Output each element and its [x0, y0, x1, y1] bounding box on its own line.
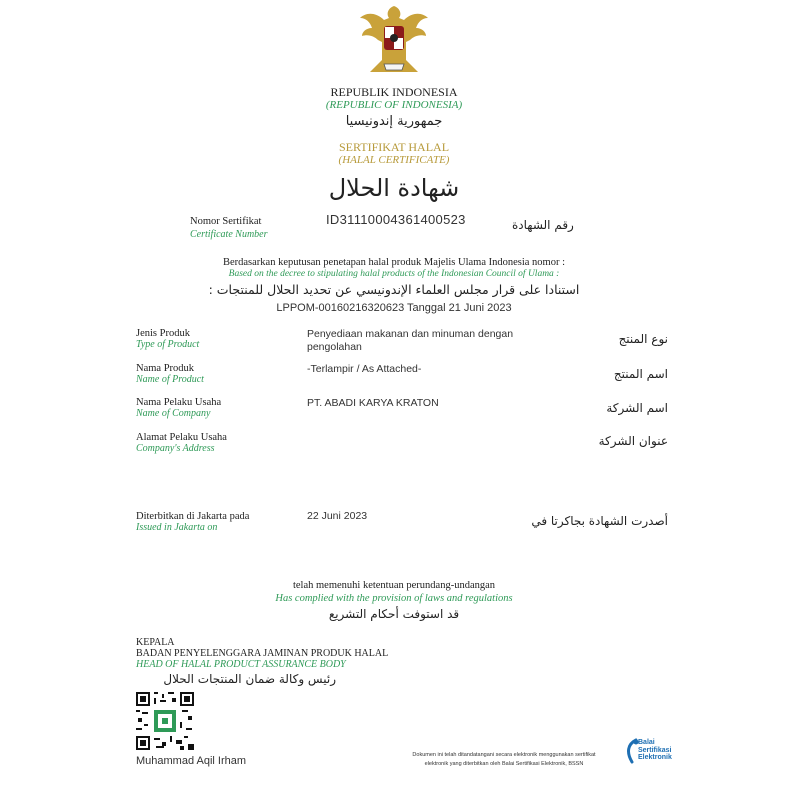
issued-label: Diterbitkan di Jakarta pada Issued in Jakarta on: [136, 511, 250, 533]
issued-label-ar: أصدرت الشهادة بجاكرتا في: [531, 514, 668, 528]
signatory-title-en: HEAD OF HALAL PRODUCT ASSURANCE BODY: [136, 659, 346, 670]
product-name-label-ar: اسم المنتج: [613, 367, 668, 381]
bsre-logo: [624, 736, 684, 768]
qr-code: [136, 692, 194, 750]
cert-title-en: (HALAL CERTIFICATE): [338, 154, 450, 166]
esign-note: Dokumen ini telah ditandatangani secara elektronik menggunakan sertifikat elektronik yang diterbitkan oleh Balai Sertifikasi Elektronik, BSSN: [412, 752, 596, 767]
signatory-name: Muhammad Aqil Irham: [136, 755, 247, 767]
country-title: REPUBLIK INDONESIA: [330, 85, 458, 99]
product-type-label: Jenis Produk Type of Product: [136, 328, 200, 350]
compliance-text-en: Has complied with the provision of laws and regulations: [275, 593, 513, 604]
cert-number-value: ID31110004361400523: [326, 212, 466, 227]
garuda-emblem: [358, 2, 430, 74]
cert-number-label: Nomor Sertifikat: [190, 216, 262, 227]
signatory-title2: BADAN PENYELENGGARA JAMINAN PRODUK HALAL: [136, 648, 389, 659]
product-type-label-ar: نوع المنتج: [618, 332, 668, 346]
issued-date-value: 22 Juni 2023: [307, 510, 368, 522]
decree-number: LPPOM-00160216320623 Tanggal 21 Juni 2023: [276, 302, 512, 314]
cert-title-ar: شهادة الحلال: [328, 174, 460, 202]
cert-number-label-en: Certificate Number: [190, 229, 268, 240]
company-name-value: PT. ABADI KARYA KRATON: [307, 397, 439, 409]
country-title-en: (REPUBLIC OF INDONESIA): [325, 99, 463, 111]
signatory-title1: KEPALA: [136, 637, 175, 648]
compliance-text: telah memenuhi ketentuan perundang-undangan: [292, 580, 496, 591]
product-name-label: Nama Produk Name of Product: [136, 363, 204, 385]
country-title-ar: جمهورية إندونيسيا: [345, 114, 443, 129]
decree-text-ar: استنادا على قرار مجلس العلماء الإندونيسي عن تحديد الحلال للمنتجات :: [208, 282, 580, 297]
decree-text: Berdasarkan keputusan penetapan halal produk Majelis Ulama Indonesia nomor :: [222, 257, 566, 268]
compliance-text-ar: قد استوفت أحكام التشريع: [328, 607, 460, 621]
company-address-label-ar: عنوان الشركة: [598, 434, 668, 448]
bsre-text: Balai Sertifikasi Elektronik: [638, 739, 672, 761]
company-name-label-ar: اسم الشركة: [606, 401, 668, 415]
signatory-title-ar: رئيس وكالة ضمان المنتجات الحلال: [163, 672, 336, 686]
decree-text-en: Based on the decree to stipulating halal products of the Indonesian Council of Ulama :: [228, 269, 560, 279]
company-address-label: Alamat Pelaku Usaha Company's Address: [136, 432, 227, 454]
cert-title: SERTIFIKAT HALAL: [338, 140, 450, 154]
company-name-label: Nama Pelaku Usaha Name of Company: [136, 397, 222, 419]
product-type-value: Penyediaan makanan dan minuman dengan pengolahan: [307, 328, 514, 353]
cert-number-label-ar: رقم الشهادة: [512, 218, 574, 232]
product-name-value: -Terlampir / As Attached-: [307, 363, 422, 375]
